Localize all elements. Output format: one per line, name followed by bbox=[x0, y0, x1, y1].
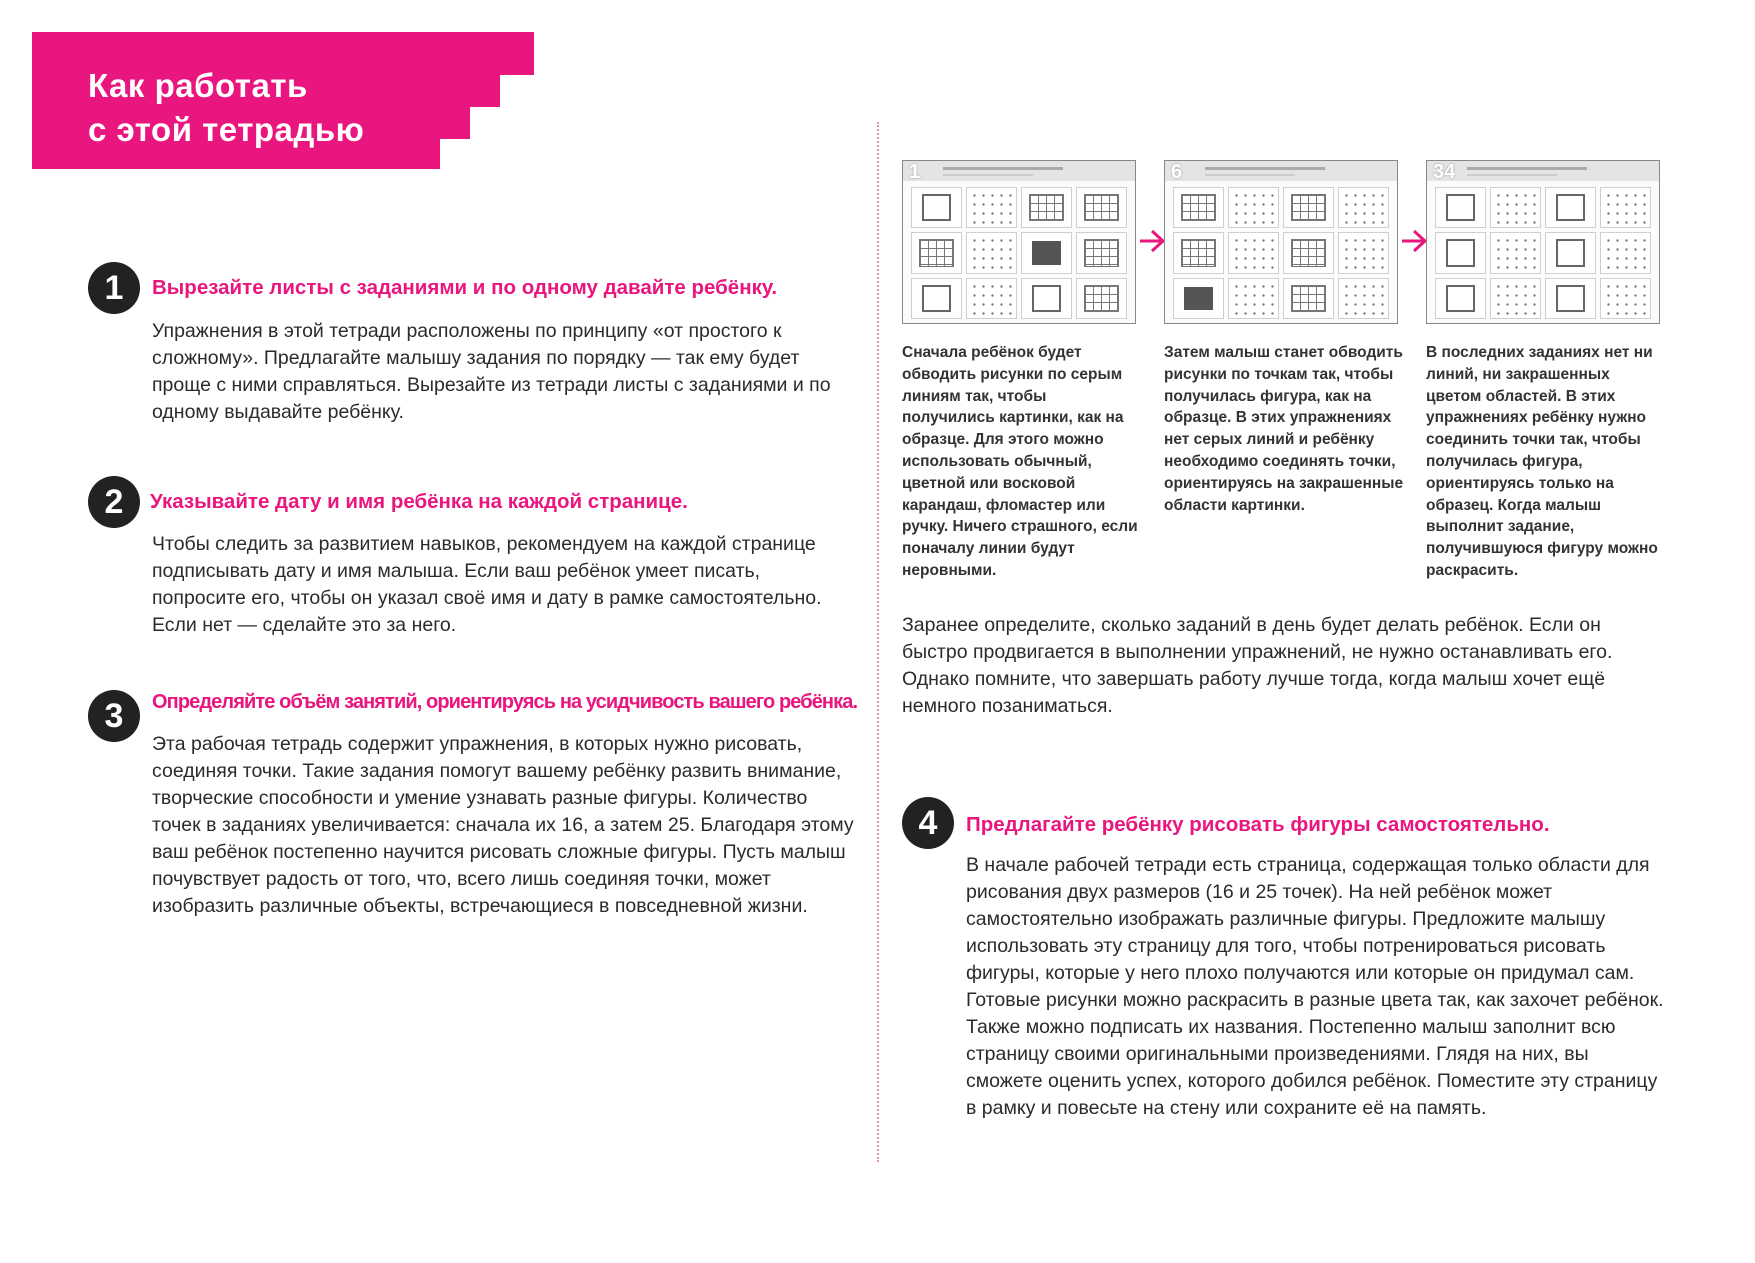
task-cell bbox=[1435, 187, 1486, 228]
task-cell bbox=[1435, 278, 1486, 319]
section-body: Упражнения в этой тетради расположены по принципу «от простого к сложному». Предлагайте малышу задания по порядку — так ему будет проще с ними справляться. Вырезайте из тетради листы с заданиями и по одному выдавайте ребёнку. bbox=[152, 320, 831, 423]
section-heading: Определяйте объём занятий, ориентируясь на усидчивость вашего ребёнка. bbox=[152, 691, 858, 713]
section-body: Эта рабочая тетрадь содержит упражнения, в которых нужно рисовать, соединяя точки. Такие задания помогут вашему ребёнку развить внимание, творческие способности и умение узнавать разные фигуры. Количество точек в заданиях увеличивается: сначала их 16, а затем 25. Благодаря этому ваш ребёнок постепенно научится рисовать сложные фигуры. Пусть малыш почувствует радость от того, что, всего лишь соединяя точки, может изобразить различные объекты, встречающиеся в повседневной жизни. bbox=[152, 733, 854, 917]
example-caption: Затем малыш станет обводить рисунки по точкам так, чтобы получилась фигура, как на образце. В этих упражнениях нет серых линий и ребёнку необходимо соединять точки, ориентируясь на закрашенные области картинки. bbox=[1164, 344, 1404, 514]
task-cell bbox=[1338, 278, 1389, 319]
task-cell bbox=[1021, 232, 1072, 273]
example-page-thumbnail bbox=[1426, 160, 1660, 324]
page-title bbox=[88, 64, 364, 152]
task-cell bbox=[1600, 187, 1651, 228]
task-cell bbox=[966, 278, 1017, 319]
example-page-thumbnail bbox=[1164, 160, 1398, 324]
task-cell bbox=[1228, 232, 1279, 273]
task-cell bbox=[1076, 278, 1127, 319]
task-cell bbox=[1600, 278, 1651, 319]
thumbnail-subtitle-line bbox=[1467, 174, 1557, 176]
task-cell bbox=[1283, 232, 1334, 273]
task-cell bbox=[1490, 232, 1541, 273]
arrow-right-icon bbox=[1400, 228, 1428, 254]
example-caption: В последних заданиях нет ни линий, ни закрашенных цветом областей. В этих упражнениях ребёнку нужно соединить точки так, чтобы получилась фигура, ориентируясь только на образец. Когда малыш выполнит задание, получившуюся фигуру можно раскрасить. bbox=[1426, 344, 1658, 579]
title-banner bbox=[0, 0, 560, 200]
thumbnail-title-line bbox=[943, 167, 1063, 170]
task-cell bbox=[1173, 232, 1224, 273]
thumbnail-task-grid bbox=[911, 187, 1127, 319]
thumbnail-subtitle-line bbox=[943, 174, 1033, 176]
arrow-right-icon bbox=[1138, 228, 1166, 254]
thumbnail-task-grid bbox=[1173, 187, 1389, 319]
example-page-thumbnail bbox=[902, 160, 1136, 324]
task-cell bbox=[1076, 232, 1127, 273]
thumbnail-subtitle-line bbox=[1205, 174, 1295, 176]
step-number-badge: 3 bbox=[88, 690, 140, 742]
thumbnail-header bbox=[903, 161, 1135, 181]
page-title-line: Как работать bbox=[88, 67, 308, 104]
task-cell bbox=[911, 278, 962, 319]
thumbnail-header bbox=[1165, 161, 1397, 181]
task-cell bbox=[1021, 278, 1072, 319]
task-cell bbox=[911, 232, 962, 273]
thumbnail-title-line bbox=[1467, 167, 1587, 170]
section-heading: Предлагайте ребёнку рисовать фигуры самостоятельно. bbox=[966, 813, 1550, 836]
task-cell bbox=[1173, 187, 1224, 228]
thumbnail-page-number: 6 bbox=[1171, 161, 1183, 183]
task-cell bbox=[1338, 232, 1389, 273]
task-cell bbox=[1283, 187, 1334, 228]
task-cell bbox=[1490, 278, 1541, 319]
task-cell bbox=[1545, 187, 1596, 228]
task-cell bbox=[1076, 187, 1127, 228]
task-cell bbox=[1228, 187, 1279, 228]
step-number-badge: 1 bbox=[88, 262, 140, 314]
page-divider bbox=[877, 122, 879, 1162]
task-cell bbox=[1021, 187, 1072, 228]
example-caption: Сначала ребёнок будет обводить рисунки по серым линиям так, чтобы получились картинки, как на образце. Для этого можно использовать обычный, цветной или восковой карандаш, фломастер или ручку. Ничего страшного, если поначалу линии будут неровными. bbox=[902, 344, 1138, 579]
thumbnail-page-number: 34 bbox=[1433, 161, 1456, 183]
step-number-badge: 4 bbox=[902, 797, 954, 849]
task-cell bbox=[1600, 232, 1651, 273]
task-cell bbox=[966, 232, 1017, 273]
task-cell bbox=[1283, 278, 1334, 319]
thumbnail-task-grid bbox=[1435, 187, 1651, 319]
task-cell bbox=[1338, 187, 1389, 228]
task-cell bbox=[1490, 187, 1541, 228]
task-cell bbox=[1228, 278, 1279, 319]
thumbnail-header bbox=[1427, 161, 1659, 181]
task-cell bbox=[1545, 232, 1596, 273]
daily-tasks-paragraph: Заранее определите, сколько заданий в день будет делать ребёнок. Если он быстро продвигается в выполнении упражнений, не нужно останавливать его. Однако помните, что завершать работу лучше тогда, когда малыш хочет ещё немного позаниматься. bbox=[902, 614, 1613, 717]
section-heading: Вырезайте листы с заданиями и по одному давайте ребёнку. bbox=[152, 276, 778, 299]
task-cell bbox=[1435, 232, 1486, 273]
task-cell bbox=[1173, 278, 1224, 319]
thumbnail-page-number: 1 bbox=[909, 161, 921, 183]
step-number-badge: 2 bbox=[88, 476, 140, 528]
section-body: В начале рабочей тетради есть страница, содержащая только области для рисования двух размеров (16 и 25 точек). На ней ребёнок может самостоятельно изображать различные фигуры. Предложите малышу использовать эту страницу для того, чтобы потренироваться рисовать фигуры, которые у него плохо получаются или которые он придумал сам. Готовые рисунки можно раскрасить в разные цвета так, как захочет ребёнок. Также можно подписать их названия. Постепенно малыш заполнит всю страницу своими оригинальными произведениями. Глядя на них, вы сможете оценить успех, которого добился ребёнок. Поместите эту страницу в рамку и повесьте на стену или сохраните её на память. bbox=[966, 854, 1664, 1119]
page-title-line: с этой тетрадью bbox=[88, 111, 365, 148]
section-body: Чтобы следить за развитием навыков, рекомендуем на каждой странице подписывать дату и имя малыша. Если ваш ребёнок умеет писать, попросите его, чтобы он указал своё имя и дату в рамке самостоятельно. Если нет — сделайте это за него. bbox=[152, 533, 822, 636]
section-heading: Указывайте дату и имя ребёнка на каждой странице. bbox=[150, 490, 688, 513]
task-cell bbox=[1545, 278, 1596, 319]
thumbnail-title-line bbox=[1205, 167, 1325, 170]
task-cell bbox=[966, 187, 1017, 228]
task-cell bbox=[911, 187, 962, 228]
